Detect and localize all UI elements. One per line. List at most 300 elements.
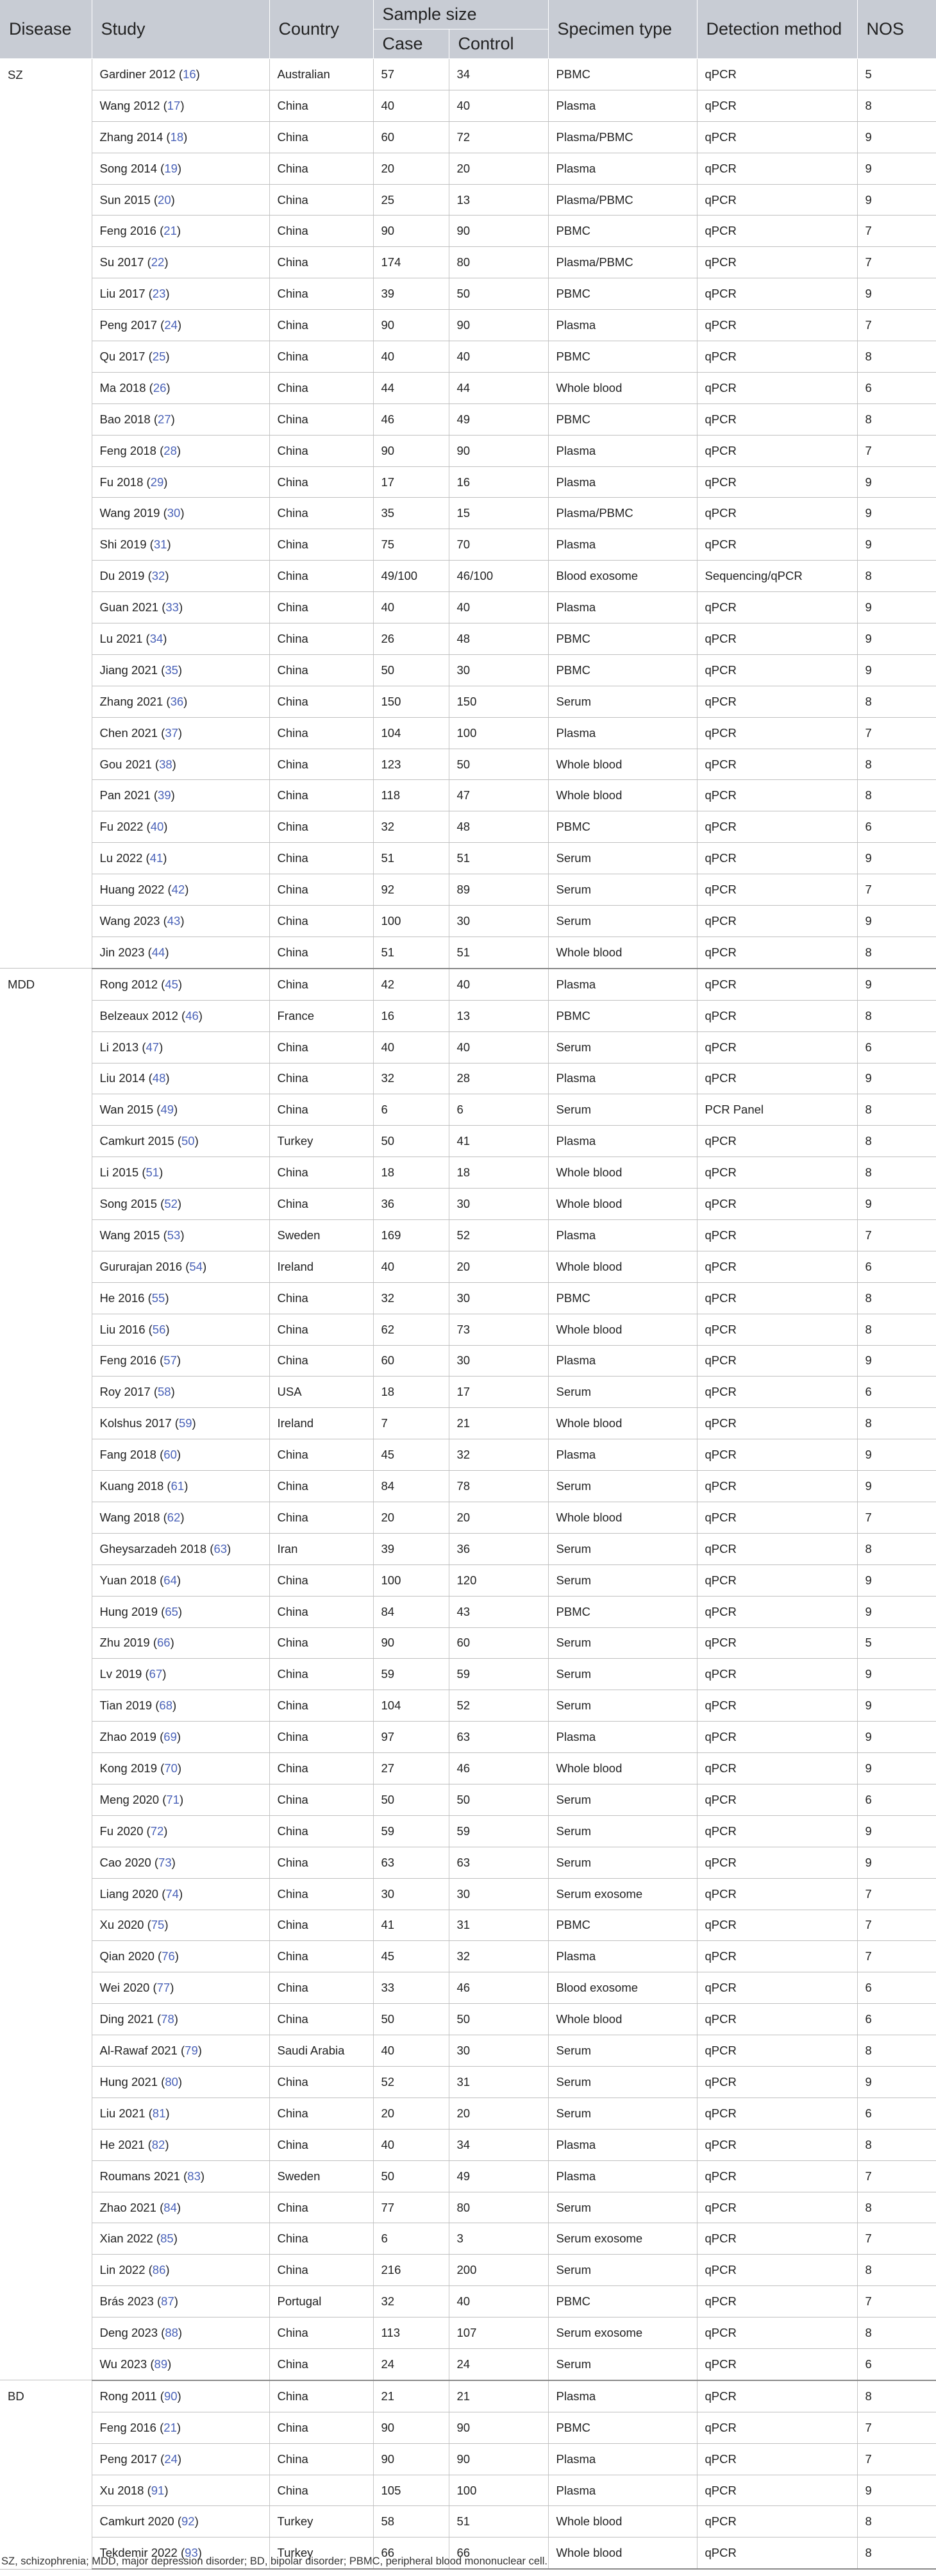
table-row — [0, 906, 936, 937]
control-cell: 30 — [449, 654, 548, 686]
specimen-cell: Serum — [548, 843, 697, 874]
reference-link[interactable]: 23 — [152, 287, 166, 301]
method-cell: qPCR — [697, 1502, 857, 1533]
method-cell: qPCR — [697, 1031, 857, 1063]
reference-link[interactable]: 40 — [150, 820, 164, 834]
country-cell: China — [269, 1910, 373, 1941]
country-cell: China — [269, 780, 373, 811]
study-cell: Du 2019 (32) — [92, 561, 269, 592]
method-cell: qPCR — [697, 403, 857, 435]
reference-link[interactable]: 76 — [162, 1949, 175, 1963]
method-cell: qPCR — [697, 843, 857, 874]
country-cell: China — [269, 2380, 373, 2412]
table-row — [0, 2349, 936, 2380]
reference-link[interactable]: 41 — [149, 851, 163, 865]
table-row — [0, 811, 936, 843]
table-row — [0, 121, 936, 153]
table-row — [0, 1533, 936, 1564]
reference-link[interactable]: 72 — [150, 1824, 164, 1838]
case-cell: 60 — [373, 121, 449, 153]
specimen-cell: Plasma — [548, 2129, 697, 2160]
method-cell: qPCR — [697, 2349, 857, 2380]
method-cell: qPCR — [697, 59, 857, 90]
reference-link[interactable]: 34 — [149, 631, 163, 645]
reference-link[interactable]: 60 — [163, 1448, 177, 1462]
table-row — [0, 780, 936, 811]
reference-link[interactable]: 63 — [213, 1541, 228, 1555]
reference-link[interactable]: 62 — [167, 1510, 181, 1524]
specimen-cell: PBMC — [548, 59, 697, 90]
study-name: Ma 2018 — [99, 380, 146, 394]
study-name: Meng 2020 — [99, 1792, 160, 1806]
table-row — [0, 1753, 936, 1784]
control-cell: 70 — [449, 529, 548, 561]
reference-link[interactable]: 53 — [167, 1228, 181, 1242]
case-cell: 51 — [373, 843, 449, 874]
method-cell: qPCR — [697, 1189, 857, 1220]
control-cell: 20 — [449, 1502, 548, 1533]
country-cell: China — [269, 184, 373, 216]
nos-cell: 8 — [857, 1094, 936, 1126]
nos-cell: 6 — [857, 811, 936, 843]
reference-link[interactable]: 93 — [185, 2546, 198, 2560]
study-cell: Song 2015 (52) — [92, 1189, 269, 1220]
nos-cell: 7 — [857, 2223, 936, 2255]
control-cell: 80 — [449, 247, 548, 278]
reference-link[interactable]: 65 — [165, 1604, 178, 1618]
method-cell: qPCR — [697, 529, 857, 561]
specimen-cell: Serum — [548, 1847, 697, 1878]
method-cell: qPCR — [697, 2192, 857, 2223]
study-cell: Kong 2019 (70) — [92, 1753, 269, 1784]
reference-link[interactable]: 30 — [167, 506, 181, 520]
table-row — [0, 1596, 936, 1627]
study-cell: Yuan 2018 (64) — [92, 1564, 269, 1596]
control-cell: 51 — [449, 936, 548, 968]
method-cell: qPCR — [697, 623, 857, 655]
study-cell: Camkurt 2020 (92) — [92, 2506, 269, 2538]
method-cell: qPCR — [697, 969, 857, 1000]
reference-link[interactable]: 85 — [160, 2232, 174, 2246]
nos-cell: 5 — [857, 1627, 936, 1659]
control-cell: 16 — [449, 466, 548, 498]
nos-cell: 9 — [857, 1722, 936, 1753]
method-cell: qPCR — [697, 1972, 857, 2004]
study-cell: Pan 2021 (39) — [92, 780, 269, 811]
case-cell: 66 — [373, 2538, 449, 2569]
method-cell: qPCR — [697, 811, 857, 843]
country-cell: China — [269, 843, 373, 874]
case-cell: 7 — [373, 1408, 449, 1439]
method-cell: qPCR — [697, 372, 857, 403]
reference-link[interactable]: 70 — [164, 1761, 178, 1775]
control-cell: 21 — [449, 1408, 548, 1439]
case-cell: 169 — [373, 1219, 449, 1251]
reference-link[interactable]: 64 — [163, 1573, 177, 1587]
nos-cell: 7 — [857, 1219, 936, 1251]
reference-link[interactable]: 19 — [164, 161, 178, 175]
specimen-cell: Serum — [548, 2192, 697, 2223]
reference-link[interactable]: 21 — [163, 224, 177, 238]
table-row — [0, 2255, 936, 2286]
table-row — [0, 498, 936, 529]
table-row — [0, 1941, 936, 1972]
study-cell: Kuang 2018 (61) — [92, 1471, 269, 1502]
specimen-cell: Serum — [548, 1564, 697, 1596]
study-cell: Xu 2020 (75) — [92, 1910, 269, 1941]
case-cell: 84 — [373, 1471, 449, 1502]
control-cell: 44 — [449, 372, 548, 403]
study-cell: Shi 2019 (31) — [92, 529, 269, 561]
specimen-cell: Plasma — [548, 435, 697, 466]
study-name: Peng 2017 — [99, 2452, 158, 2466]
reference-link[interactable]: 91 — [151, 2483, 165, 2497]
study-name: Hung 2019 — [99, 1604, 158, 1618]
method-cell: qPCR — [697, 2443, 857, 2475]
method-cell: qPCR — [697, 498, 857, 529]
nos-cell: 9 — [857, 2067, 936, 2098]
method-cell: qPCR — [697, 1722, 857, 1753]
case-cell: 32 — [373, 1063, 449, 1094]
header-nos: NOS — [857, 0, 936, 59]
reference-link[interactable]: 26 — [153, 380, 167, 394]
study-name: Wan 2015 — [99, 1103, 154, 1117]
control-cell: 63 — [449, 1722, 548, 1753]
country-cell: China — [269, 2318, 373, 2349]
reference-link[interactable]: 52 — [164, 1197, 178, 1210]
nos-cell: 7 — [857, 2412, 936, 2443]
country-cell: China — [269, 2192, 373, 2223]
reference-link[interactable]: 56 — [152, 1322, 166, 1336]
study-name: Cao 2020 — [99, 1855, 151, 1869]
reference-link[interactable]: 55 — [151, 1291, 165, 1305]
reference-link[interactable]: 69 — [163, 1730, 177, 1744]
control-cell: 40 — [449, 592, 548, 623]
reference-link[interactable]: 50 — [181, 1134, 195, 1148]
case-cell: 40 — [373, 341, 449, 373]
study-cell: Liu 2014 (48) — [92, 1063, 269, 1094]
case-cell: 39 — [373, 278, 449, 310]
reference-link[interactable]: 89 — [154, 2357, 168, 2371]
country-cell: China — [269, 1094, 373, 1126]
reference-link[interactable]: 21 — [163, 2420, 177, 2434]
control-cell: 31 — [449, 2067, 548, 2098]
reference-link[interactable]: 22 — [151, 255, 165, 269]
reference-link[interactable]: 25 — [152, 349, 166, 363]
nos-cell: 9 — [857, 1596, 936, 1627]
study-name: Liu 2014 — [99, 1071, 146, 1085]
reference-link[interactable]: 92 — [181, 2514, 195, 2529]
control-cell: 28 — [449, 1063, 548, 1094]
reference-link[interactable]: 17 — [167, 98, 181, 112]
reference-link[interactable]: 58 — [158, 1385, 171, 1399]
table-row — [0, 1439, 936, 1471]
control-cell: 50 — [449, 278, 548, 310]
case-cell: 21 — [373, 2380, 449, 2412]
case-cell: 41 — [373, 1910, 449, 1941]
method-cell: qPCR — [697, 1219, 857, 1251]
specimen-cell: Plasma — [548, 1063, 697, 1094]
method-cell: qPCR — [697, 1157, 857, 1189]
nos-cell: 6 — [857, 2097, 936, 2129]
country-cell: Ireland — [269, 1251, 373, 1282]
control-cell: 51 — [449, 843, 548, 874]
nos-cell: 7 — [857, 2443, 936, 2475]
specimen-cell: Serum exosome — [548, 1878, 697, 1910]
reference-link[interactable]: 61 — [171, 1479, 185, 1493]
reference-link[interactable]: 46 — [185, 1008, 199, 1022]
study-cell: Tekdemir 2022 (93) — [92, 2538, 269, 2569]
nos-cell: 8 — [857, 936, 936, 968]
disease-cell: BD — [0, 2380, 92, 2569]
reference-link[interactable]: 33 — [165, 600, 179, 614]
study-name: Belzeaux 2012 — [99, 1008, 178, 1022]
case-cell: 84 — [373, 1596, 449, 1627]
specimen-cell: Plasma — [548, 2160, 697, 2192]
reference-link[interactable]: 87 — [161, 2294, 174, 2309]
study-name: Roumans 2021 — [99, 2169, 180, 2183]
reference-link[interactable]: 42 — [171, 883, 185, 897]
study-name: Tekdemir 2022 — [99, 2546, 178, 2560]
table-row — [0, 466, 936, 498]
table-footnote: SZ, schizophrenia; MDD, major depression disorder; BD, bipolar disorder; PBMC, peripheral blood mononuclear cell. — [1, 2555, 547, 2567]
method-cell: qPCR — [697, 1533, 857, 1564]
study-name: Liu 2017 — [99, 287, 146, 301]
reference-link[interactable]: 79 — [185, 2044, 198, 2058]
control-cell: 66 — [449, 2538, 548, 2569]
case-cell: 30 — [373, 1878, 449, 1910]
control-cell: 13 — [449, 184, 548, 216]
reference-link[interactable]: 32 — [151, 569, 165, 583]
country-cell: China — [269, 2129, 373, 2160]
method-cell: qPCR — [697, 2286, 857, 2318]
method-cell: qPCR — [697, 1471, 857, 1502]
specimen-cell: Whole blood — [548, 1408, 697, 1439]
control-cell: 63 — [449, 1847, 548, 1878]
study-cell: Wang 2012 (17) — [92, 90, 269, 121]
country-cell: Turkey — [269, 2538, 373, 2569]
study-cell: Qian 2020 (76) — [92, 1941, 269, 1972]
reference-link[interactable]: 83 — [187, 2169, 201, 2183]
table-row — [0, 2129, 936, 2160]
table-row — [0, 1815, 936, 1847]
case-cell: 18 — [373, 1377, 449, 1408]
table-row — [0, 1659, 936, 1690]
case-cell: 100 — [373, 906, 449, 937]
case-cell: 49/100 — [373, 561, 449, 592]
case-cell: 97 — [373, 1722, 449, 1753]
study-name: Lu 2022 — [99, 851, 143, 865]
control-cell: 73 — [449, 1314, 548, 1345]
reference-link[interactable]: 18 — [170, 130, 184, 144]
study-cell: Brás 2023 (87) — [92, 2286, 269, 2318]
reference-link[interactable]: 68 — [159, 1699, 172, 1713]
study-name: Jin 2023 — [99, 945, 145, 959]
reference-link[interactable]: 88 — [165, 2326, 178, 2340]
study-cell: Meng 2020 (71) — [92, 1784, 269, 1815]
study-cell: Fu 2018 (29) — [92, 466, 269, 498]
reference-link[interactable]: 28 — [163, 443, 177, 457]
method-cell: qPCR — [697, 1753, 857, 1784]
reference-link[interactable]: 37 — [165, 725, 178, 740]
case-cell: 90 — [373, 435, 449, 466]
reference-link[interactable]: 39 — [158, 788, 171, 802]
reference-link[interactable]: 35 — [165, 663, 178, 677]
specimen-cell: Plasma — [548, 592, 697, 623]
study-name: Gheysarzadeh 2018 — [99, 1541, 207, 1555]
reference-link[interactable]: 36 — [170, 694, 184, 708]
method-cell: qPCR — [697, 2255, 857, 2286]
control-cell: 90 — [449, 216, 548, 247]
reference-link[interactable]: 47 — [146, 1040, 160, 1054]
reference-link[interactable]: 31 — [153, 538, 167, 552]
table-row — [0, 1722, 936, 1753]
country-cell: China — [269, 1031, 373, 1063]
reference-link[interactable]: 67 — [149, 1667, 163, 1681]
reference-link[interactable]: 71 — [166, 1792, 180, 1806]
control-cell: 47 — [449, 780, 548, 811]
reference-link[interactable]: 78 — [161, 2012, 174, 2026]
nos-cell: 8 — [857, 2035, 936, 2067]
header-disease: Disease — [0, 0, 92, 59]
disease-cell: MDD — [0, 969, 92, 2380]
reference-link[interactable]: 27 — [158, 412, 171, 426]
case-cell: 6 — [373, 1094, 449, 1126]
reference-link[interactable]: 75 — [151, 1918, 165, 1932]
study-name: Roy 2017 — [99, 1385, 151, 1399]
study-cell: Xu 2018 (91) — [92, 2475, 269, 2506]
reference-link[interactable]: 29 — [150, 475, 164, 489]
method-cell: qPCR — [697, 1377, 857, 1408]
specimen-cell: PBMC — [548, 1282, 697, 1314]
case-cell: 17 — [373, 466, 449, 498]
table-row — [0, 2443, 936, 2475]
method-cell: qPCR — [697, 1439, 857, 1471]
specimen-cell: Plasma — [548, 1722, 697, 1753]
reference-link[interactable]: 48 — [152, 1071, 166, 1085]
specimen-cell: Serum exosome — [548, 2223, 697, 2255]
reference-link[interactable]: 80 — [165, 2074, 178, 2089]
case-cell: 50 — [373, 1784, 449, 1815]
method-cell: qPCR — [697, 2129, 857, 2160]
reference-link[interactable]: 45 — [165, 977, 178, 991]
reference-link[interactable]: 74 — [165, 1886, 179, 1901]
study-name: Camkurt 2015 — [99, 1134, 174, 1148]
study-cell: Feng 2016 (21) — [92, 216, 269, 247]
nos-cell: 8 — [857, 1408, 936, 1439]
reference-link[interactable]: 49 — [160, 1103, 174, 1117]
study-cell: Peng 2017 (24) — [92, 2443, 269, 2475]
method-cell: qPCR — [697, 780, 857, 811]
reference-link[interactable]: 73 — [158, 1855, 172, 1869]
reference-link[interactable]: 81 — [152, 2106, 166, 2120]
table-row — [0, 1564, 936, 1596]
country-cell: China — [269, 2255, 373, 2286]
control-cell: 21 — [449, 2380, 548, 2412]
reference-link[interactable]: 38 — [159, 757, 172, 771]
case-cell: 32 — [373, 2286, 449, 2318]
reference-link[interactable]: 57 — [163, 1353, 177, 1368]
nos-cell: 9 — [857, 1659, 936, 1690]
reference-link[interactable]: 66 — [157, 1636, 171, 1650]
control-cell: 30 — [449, 906, 548, 937]
specimen-cell: Whole blood — [548, 1251, 697, 1282]
specimen-cell: PBMC — [548, 341, 697, 373]
control-cell: 46 — [449, 1972, 548, 2004]
study-name: Brás 2023 — [99, 2294, 154, 2309]
reference-link[interactable]: 24 — [164, 318, 178, 332]
study-cell: He 2021 (82) — [92, 2129, 269, 2160]
country-cell: China — [269, 153, 373, 184]
method-cell: qPCR — [697, 2506, 857, 2538]
country-cell: China — [269, 2443, 373, 2475]
case-cell: 75 — [373, 529, 449, 561]
reference-link[interactable]: 59 — [178, 1416, 192, 1430]
method-cell: qPCR — [697, 1815, 857, 1847]
reference-link[interactable]: 20 — [158, 192, 171, 207]
reference-link[interactable]: 43 — [167, 913, 181, 928]
country-cell: China — [269, 403, 373, 435]
specimen-cell: Serum — [548, 1533, 697, 1564]
specimen-cell: Blood exosome — [548, 561, 697, 592]
country-cell: China — [269, 310, 373, 341]
study-cell: Lv 2019 (67) — [92, 1659, 269, 1690]
study-cell: Deng 2023 (88) — [92, 2318, 269, 2349]
table-row — [0, 2412, 936, 2443]
study-name: Fu 2018 — [99, 475, 144, 489]
case-cell: 40 — [373, 90, 449, 121]
reference-link[interactable]: 51 — [146, 1165, 160, 1180]
reference-link[interactable]: 86 — [152, 2263, 166, 2277]
reference-link[interactable]: 77 — [156, 1981, 171, 1995]
study-cell: Feng 2016 (21) — [92, 2412, 269, 2443]
case-cell: 6 — [373, 2223, 449, 2255]
specimen-cell: PBMC — [548, 2412, 697, 2443]
case-cell: 118 — [373, 780, 449, 811]
control-cell: 60 — [449, 1627, 548, 1659]
control-cell: 6 — [449, 1094, 548, 1126]
header-study: Study — [92, 0, 269, 59]
method-cell: qPCR — [697, 341, 857, 373]
case-cell: 40 — [373, 1251, 449, 1282]
case-cell: 35 — [373, 498, 449, 529]
study-name: He 2021 — [99, 2137, 145, 2151]
control-cell: 46 — [449, 1753, 548, 1784]
table-row — [0, 1502, 936, 1533]
study-cell: Liang 2020 (74) — [92, 1878, 269, 1910]
reference-link[interactable]: 84 — [163, 2200, 177, 2214]
nos-cell: 9 — [857, 1815, 936, 1847]
table-row — [0, 403, 936, 435]
reference-link[interactable]: 82 — [151, 2137, 165, 2151]
nos-cell: 8 — [857, 2538, 936, 2569]
control-cell: 40 — [449, 2286, 548, 2318]
specimen-cell: Serum — [548, 2035, 697, 2067]
country-cell: China — [269, 2067, 373, 2098]
method-cell: qPCR — [697, 121, 857, 153]
study-name: Rong 2012 — [99, 977, 158, 991]
reference-link[interactable]: 54 — [189, 1259, 203, 1273]
study-cell: Feng 2016 (57) — [92, 1345, 269, 1377]
reference-link[interactable]: 90 — [163, 2389, 178, 2403]
reference-link[interactable]: 44 — [151, 945, 165, 959]
reference-link[interactable]: 16 — [183, 67, 196, 81]
method-cell: qPCR — [697, 2412, 857, 2443]
reference-link[interactable]: 24 — [164, 2452, 178, 2466]
nos-cell: 7 — [857, 310, 936, 341]
specimen-cell: Serum — [548, 1690, 697, 1722]
specimen-cell: Whole blood — [548, 780, 697, 811]
